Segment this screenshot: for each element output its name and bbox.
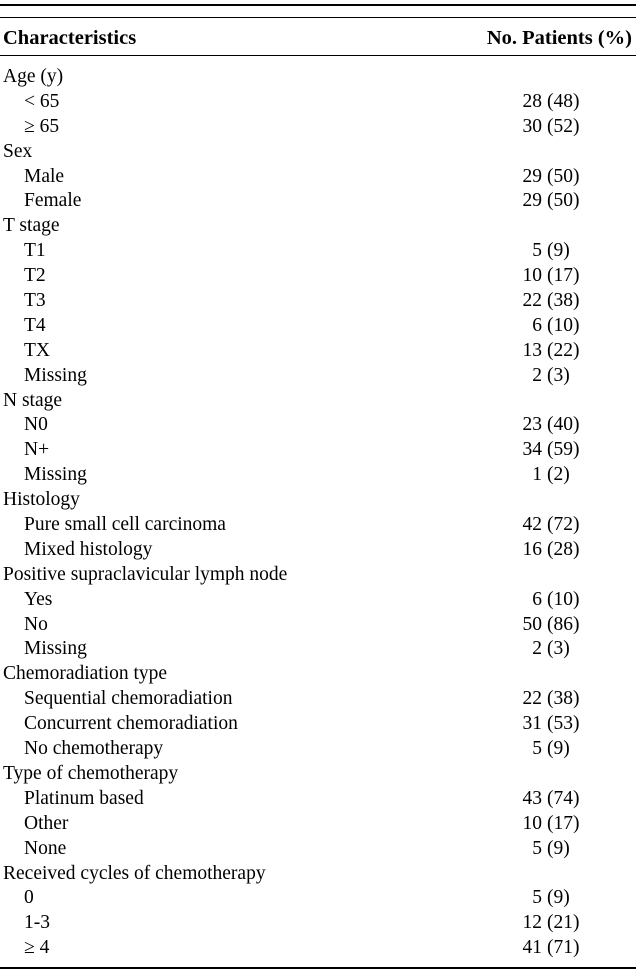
patient-percent: (38) xyxy=(547,290,580,312)
row-value xyxy=(512,687,582,712)
patient-percent: (9) xyxy=(547,738,570,760)
table-group-header xyxy=(0,563,636,588)
patient-percent: (3) xyxy=(547,638,570,660)
row-value xyxy=(512,189,582,214)
table-top-rule-thin xyxy=(0,17,636,18)
row-value xyxy=(512,538,582,563)
row-label: Concurrent chemoradiation xyxy=(24,713,238,735)
row-label: Missing xyxy=(24,464,87,486)
table-group-header xyxy=(0,662,636,687)
table-row xyxy=(0,438,636,463)
table-group-header xyxy=(0,65,636,90)
patient-count: 41 xyxy=(522,937,542,959)
patient-percent: (74) xyxy=(547,787,580,809)
row-label: ≥ 65 xyxy=(24,115,60,137)
table-row xyxy=(0,837,636,862)
patient-percent: (3) xyxy=(547,364,570,386)
patient-percent: (53) xyxy=(547,713,580,735)
patient-count: 13 xyxy=(522,339,542,361)
row-label: Missing xyxy=(24,638,87,660)
table-header xyxy=(0,24,636,52)
patient-percent: (17) xyxy=(547,812,580,834)
row-value xyxy=(512,90,582,115)
table-row xyxy=(0,513,636,538)
row-label: None xyxy=(24,837,67,859)
header-no-patients: No. Patients (%) xyxy=(486,27,632,49)
patient-count: 5 xyxy=(532,240,542,262)
row-label: Platinum based xyxy=(24,787,144,809)
row-label: N+ xyxy=(24,439,50,461)
patient-count: 16 xyxy=(522,538,542,560)
patient-percent: (48) xyxy=(547,90,580,112)
row-value xyxy=(512,886,582,911)
table-row xyxy=(0,613,636,638)
table-row xyxy=(0,637,636,662)
table-row xyxy=(0,165,636,190)
patient-count: 22 xyxy=(522,290,542,312)
group-label: N stage xyxy=(3,389,63,411)
group-label: Sex xyxy=(3,140,33,162)
table-group-header xyxy=(0,140,636,165)
table-row xyxy=(0,463,636,488)
patient-percent: (9) xyxy=(547,887,570,909)
patient-count: 34 xyxy=(522,439,542,461)
row-value xyxy=(512,339,582,364)
row-label: T1 xyxy=(24,240,46,262)
row-value xyxy=(512,637,582,662)
patient-percent: (9) xyxy=(547,240,570,262)
patient-count: 50 xyxy=(522,613,542,635)
row-label: N0 xyxy=(24,414,48,436)
table-row xyxy=(0,339,636,364)
patient-count: 42 xyxy=(522,514,542,536)
row-label: T4 xyxy=(24,314,46,336)
table-row xyxy=(0,911,636,936)
row-label: No chemotherapy xyxy=(24,738,164,760)
table-row xyxy=(0,189,636,214)
table-group-header xyxy=(0,389,636,414)
row-label: No xyxy=(24,613,48,635)
table-header-rule xyxy=(0,55,636,56)
table-row xyxy=(0,787,636,812)
patient-percent: (72) xyxy=(547,514,580,536)
table-row xyxy=(0,538,636,563)
row-value xyxy=(512,438,582,463)
patient-percent: (38) xyxy=(547,688,580,710)
row-label: Male xyxy=(24,165,65,187)
patient-percent: (10) xyxy=(547,314,580,336)
table-row xyxy=(0,712,636,737)
row-value xyxy=(512,812,582,837)
table-row xyxy=(0,364,636,389)
row-value xyxy=(512,115,582,140)
group-label: Positive supraclavicular lymph node xyxy=(3,563,288,585)
group-label: Age (y) xyxy=(3,66,64,87)
patient-count: 31 xyxy=(522,713,542,735)
row-label: Other xyxy=(24,812,69,834)
group-label: Histology xyxy=(3,489,80,511)
row-value xyxy=(512,289,582,314)
header-characteristics: Characteristics xyxy=(3,27,137,49)
patient-count: 5 xyxy=(532,738,542,760)
row-value xyxy=(512,588,582,613)
patient-count: 1 xyxy=(532,464,542,486)
patient-percent: (40) xyxy=(547,414,580,436)
row-label: TX xyxy=(24,339,50,361)
row-label: Yes xyxy=(24,588,53,610)
table-row xyxy=(0,588,636,613)
patient-count: 10 xyxy=(522,265,542,287)
table-row xyxy=(0,314,636,339)
row-label: ≥ 4 xyxy=(24,937,50,959)
patient-percent: (86) xyxy=(547,613,580,635)
group-label: Type of chemotherapy xyxy=(3,762,179,784)
row-value xyxy=(512,513,582,538)
patient-percent: (9) xyxy=(547,837,570,859)
table-row xyxy=(0,413,636,438)
table-row xyxy=(0,886,636,911)
row-label: Female xyxy=(24,190,82,212)
patient-count: 23 xyxy=(522,414,542,436)
patient-count: 29 xyxy=(522,165,542,187)
table-row xyxy=(0,936,636,961)
patient-percent: (50) xyxy=(547,190,580,212)
row-value xyxy=(512,364,582,389)
patient-count: 6 xyxy=(532,588,542,610)
row-label: T3 xyxy=(24,290,46,312)
row-label: Sequential chemoradiation xyxy=(24,688,233,710)
patient-count: 30 xyxy=(522,115,542,137)
table-row xyxy=(0,90,636,115)
table-row xyxy=(0,812,636,837)
patient-count: 29 xyxy=(522,190,542,212)
group-label: T stage xyxy=(3,215,60,237)
patient-percent: (52) xyxy=(547,115,580,137)
table-row xyxy=(0,264,636,289)
patient-percent: (22) xyxy=(547,339,580,361)
patient-count: 10 xyxy=(522,812,542,834)
row-label: Missing xyxy=(24,364,87,386)
table-row xyxy=(0,737,636,762)
patient-percent: (50) xyxy=(547,165,580,187)
patient-percent: (59) xyxy=(547,439,580,461)
table-bottom-rule xyxy=(0,967,636,969)
row-label: Mixed histology xyxy=(24,538,153,560)
table-body xyxy=(0,65,636,961)
table-row xyxy=(0,115,636,140)
patient-count: 28 xyxy=(522,90,542,112)
row-label: 0 xyxy=(24,887,34,909)
row-value xyxy=(512,463,582,488)
table-group-header xyxy=(0,762,636,787)
table-row xyxy=(0,289,636,314)
table-group-header xyxy=(0,862,636,887)
patient-percent: (28) xyxy=(547,538,580,560)
patient-percent: (71) xyxy=(547,937,580,959)
patient-count: 2 xyxy=(532,364,542,386)
row-value xyxy=(512,613,582,638)
row-value xyxy=(512,936,582,961)
patient-percent: (21) xyxy=(547,912,580,934)
row-value xyxy=(512,911,582,936)
table-group-header xyxy=(0,488,636,513)
patient-count: 43 xyxy=(522,787,542,809)
row-value xyxy=(512,737,582,762)
row-value xyxy=(512,264,582,289)
row-label: < 65 xyxy=(24,90,60,112)
patient-percent: (2) xyxy=(547,464,570,486)
group-label: Chemoradiation type xyxy=(3,663,168,685)
table-row xyxy=(0,687,636,712)
patient-percent: (17) xyxy=(547,265,580,287)
table-row xyxy=(0,239,636,264)
row-value xyxy=(512,165,582,190)
row-label: Pure small cell carcinoma xyxy=(24,514,226,536)
patient-percent: (10) xyxy=(547,588,580,610)
row-value xyxy=(512,712,582,737)
patient-count: 2 xyxy=(532,638,542,660)
row-value xyxy=(512,413,582,438)
patient-count: 5 xyxy=(532,837,542,859)
row-value xyxy=(512,314,582,339)
table-top-rule-thick xyxy=(0,4,636,6)
table-group-header xyxy=(0,214,636,239)
patient-count: 5 xyxy=(532,887,542,909)
group-label: Received cycles of chemotherapy xyxy=(3,862,266,884)
row-label: T2 xyxy=(24,265,46,287)
row-value xyxy=(512,837,582,862)
row-label: 1-3 xyxy=(24,912,50,934)
patient-count: 22 xyxy=(522,688,542,710)
row-value xyxy=(512,239,582,264)
row-value xyxy=(512,787,582,812)
patient-count: 6 xyxy=(532,314,542,336)
patient-count: 12 xyxy=(522,912,542,934)
